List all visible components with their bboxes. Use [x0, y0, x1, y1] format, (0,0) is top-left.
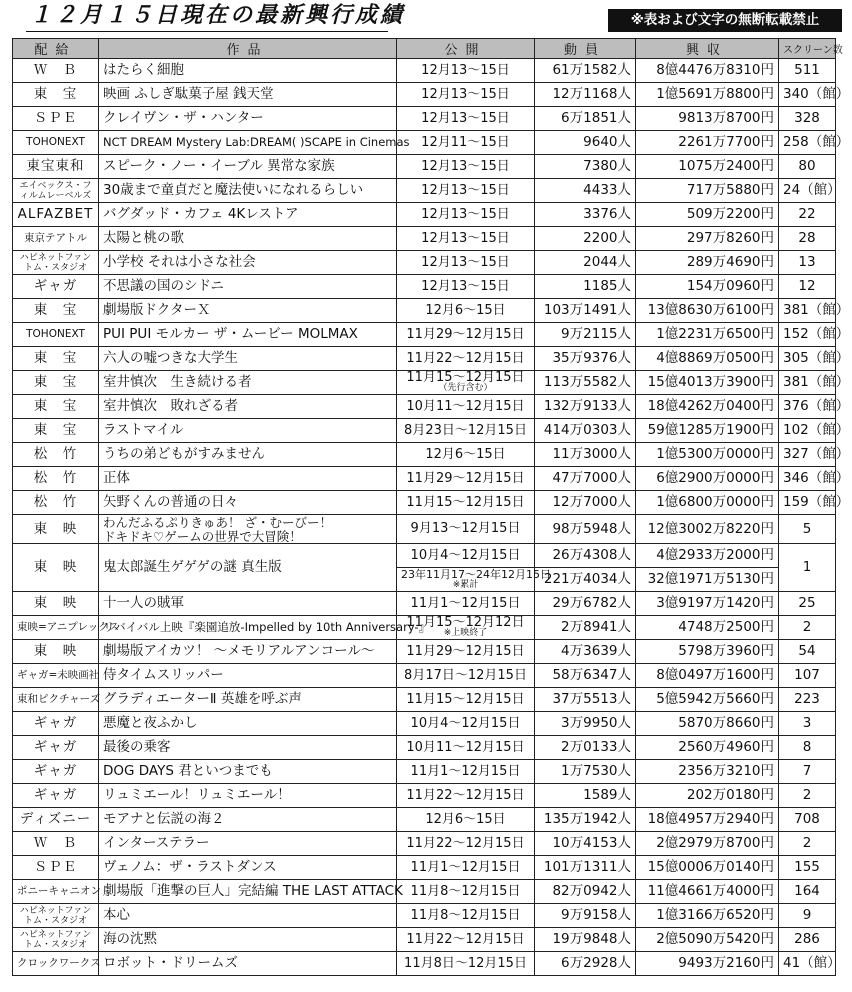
table-row	[13, 688, 836, 712]
distributor-cell: TOHONEXT	[13, 323, 99, 347]
table-row	[13, 299, 836, 323]
revenue-cell: 202万0180円	[636, 784, 779, 808]
screens-cell: 12	[779, 275, 836, 299]
revenue-cell: 2356万3210円	[636, 760, 779, 784]
table-row	[13, 107, 836, 131]
table-row	[13, 664, 836, 688]
attendance-cell: 2044人	[535, 251, 636, 275]
distributor-cell: Ｗ Ｂ	[13, 832, 99, 856]
attendance-cell: 414万0303人	[535, 419, 636, 443]
screens-cell: 80	[779, 155, 836, 179]
table-row	[13, 592, 836, 616]
distributor-cell: 東 宝	[13, 299, 99, 323]
table-row	[13, 251, 836, 275]
attendance-cell: 1万7530人	[535, 760, 636, 784]
screens-cell: 305（館）	[779, 347, 836, 371]
revenue-cell: 1075万2400円	[636, 155, 779, 179]
title-cell: 本心	[99, 904, 397, 928]
title-cell: DOG DAYS 君といつまでも	[99, 760, 397, 784]
table-row	[13, 760, 836, 784]
revenue-cell: 297万8260円	[636, 227, 779, 251]
attendance-cell: 37万5513人	[535, 688, 636, 712]
header-screens: スクリーン数	[779, 39, 836, 59]
distributor-cell: ＳＰＥ	[13, 856, 99, 880]
screens-cell: 381（館）	[779, 299, 836, 323]
title-cell: リバイバル上映『楽園追放-Impelled by 10th Anniversary-』	[99, 616, 397, 640]
attendance-cell: 9万2115人	[535, 323, 636, 347]
table-row	[13, 784, 836, 808]
title-cell: ロボット・ドリームズ	[99, 952, 397, 976]
screens-cell: 102（館）	[779, 419, 836, 443]
title-cell: バグダッド・カフェ 4Kレストア	[99, 203, 397, 227]
distributor-cell: 東 映	[13, 544, 99, 592]
title-cell: 侍タイムスリッパー	[99, 664, 397, 688]
release-cell: 12月13〜15日	[397, 155, 535, 179]
release-cell: 12月13〜15日	[397, 83, 535, 107]
title-cell: クレイヴン・ザ・ハンター	[99, 107, 397, 131]
box-office-table	[12, 38, 850, 976]
table-row	[13, 443, 836, 467]
attendance-cell: 2万8941人	[535, 616, 636, 640]
screens-cell: 340（館）	[779, 83, 836, 107]
screens-cell: 107	[779, 664, 836, 688]
table-row	[13, 712, 836, 736]
screens-cell: 22	[779, 203, 836, 227]
release-cell: 12月13〜15日	[397, 275, 535, 299]
attendance-cell: 2万0133人	[535, 736, 636, 760]
screens-cell: 327（館）	[779, 443, 836, 467]
table-row	[13, 880, 836, 904]
attendance-cell: 113万5582人	[535, 371, 636, 395]
revenue-cell: 8億0497万1600円	[636, 664, 779, 688]
table-row	[13, 952, 836, 976]
title-cell: 劇場版「進撃の巨人」完結編 THE LAST ATTACK	[99, 880, 397, 904]
release-cell: 10月11〜12月15日	[397, 736, 535, 760]
distributor-cell: 東 映	[13, 640, 99, 664]
screens-cell: 376（館）	[779, 395, 836, 419]
distributor-cell: 東 宝	[13, 419, 99, 443]
release-cell: 11月15〜12月15日	[397, 688, 535, 712]
title-underline	[26, 31, 388, 32]
screens-cell: 1	[779, 544, 836, 592]
release-cell: 11月29〜12月15日	[397, 640, 535, 664]
screens-cell: 25	[779, 592, 836, 616]
attendance-cell: 7380人	[535, 155, 636, 179]
note-text: （先行含む）	[438, 383, 493, 393]
header-distributor: 配給	[13, 39, 99, 59]
table-row	[13, 83, 836, 107]
release-cell: 10月4〜12月15日	[397, 544, 535, 568]
distributor-cell: ギャガ	[13, 760, 99, 784]
release-cell: 12月6〜15日	[397, 299, 535, 323]
revenue-cell: 509万2200円	[636, 203, 779, 227]
distributor-cell: 東 映	[13, 592, 99, 616]
distributor-cell: TOHONEXT	[13, 131, 99, 155]
table-row	[13, 371, 836, 395]
screens-cell: 155	[779, 856, 836, 880]
distributor-cell: 東 宝	[13, 347, 99, 371]
release-cell: 11月22〜12月15日	[397, 784, 535, 808]
screens-cell: 54	[779, 640, 836, 664]
revenue-cell: 717万5880円	[636, 179, 779, 203]
revenue-cell: 59億1285万1900円	[636, 419, 779, 443]
revenue-cell: 4748万2500円	[636, 616, 779, 640]
release-cell: 10月11〜12月15日	[397, 395, 535, 419]
revenue-cell: 32億1971万5130円	[636, 568, 779, 592]
title-cell: 映画 ふしぎ駄菓子屋 銭天堂	[99, 83, 397, 107]
screens-cell: 3	[779, 712, 836, 736]
revenue-cell: 154万0960円	[636, 275, 779, 299]
title-cell: 六人の嘘つきな大学生	[99, 347, 397, 371]
table-row	[13, 904, 836, 928]
screens-cell: 5	[779, 515, 836, 544]
title-cell: 小学校 それは小さな社会	[99, 251, 397, 275]
revenue-cell: 15億4013万3900円	[636, 371, 779, 395]
distributor-cell: 東京テアトル	[13, 227, 99, 251]
revenue-cell: 9493万2160円	[636, 952, 779, 976]
revenue-cell: 11億4661万4000円	[636, 880, 779, 904]
release-cell: 12月13〜15日	[397, 227, 535, 251]
distributor-cell: 松 竹	[13, 467, 99, 491]
revenue-cell: 1億3166万6520円	[636, 904, 779, 928]
screens-cell: 381（館）	[779, 371, 836, 395]
attendance-cell: 11万3000人	[535, 443, 636, 467]
attendance-cell: 2200人	[535, 227, 636, 251]
release-cell: 12月13〜15日	[397, 107, 535, 131]
screens-cell: 152（館）	[779, 323, 836, 347]
title-cell: 十一人の賊軍	[99, 592, 397, 616]
revenue-cell: 4億8869万0500円	[636, 347, 779, 371]
revenue-cell: 6億2900万0000円	[636, 467, 779, 491]
attendance-cell: 98万5948人	[535, 515, 636, 544]
table-row	[13, 131, 836, 155]
title-cell: 鬼太郎誕生ゲゲゲの謎 真生版	[99, 544, 397, 592]
distributor-cell: 東 映	[13, 515, 99, 544]
title-cell: 室井慎次 生き続ける者	[99, 371, 397, 395]
release-cell: 8月17日〜12月15日	[397, 664, 535, 688]
revenue-cell: 13億8630万6100円	[636, 299, 779, 323]
release-cell: 12月6〜15日	[397, 443, 535, 467]
table-row	[13, 928, 836, 952]
release-cell: 23年11月17〜24年12月15日 ※累計	[397, 568, 535, 592]
release-cell: 12月13〜15日	[397, 251, 535, 275]
title-cell: スピーク・ノー・イーブル 異常な家族	[99, 155, 397, 179]
release-cell: 11月1〜12月15日	[397, 760, 535, 784]
distributor-cell: 東 宝	[13, 395, 99, 419]
screens-cell: 511	[779, 59, 836, 83]
attendance-cell: 9640人	[535, 131, 636, 155]
table-row	[13, 544, 836, 568]
title-cell: インターステラー	[99, 832, 397, 856]
title-cell: 海の沈黙	[99, 928, 397, 952]
attendance-cell: 26万4308人	[535, 544, 636, 568]
header-title: 作品	[99, 39, 397, 59]
screens-cell: 9	[779, 904, 836, 928]
title-cell: うちの弟どもがすみません	[99, 443, 397, 467]
table-row	[13, 155, 836, 179]
attendance-cell: 1589人	[535, 784, 636, 808]
screens-cell: 2	[779, 616, 836, 640]
header-attendance: 動員	[535, 39, 636, 59]
screens-cell: 8	[779, 736, 836, 760]
table-row	[13, 832, 836, 856]
table-header-row	[13, 39, 836, 59]
attendance-cell: 9万9158人	[535, 904, 636, 928]
attendance-cell: 82万0942人	[535, 880, 636, 904]
release-cell: 11月1〜12月15日	[397, 592, 535, 616]
screens-cell: 24（館）	[779, 179, 836, 203]
release-cell: 11月22〜12月15日	[397, 832, 535, 856]
header-release: 公開	[397, 39, 535, 59]
screens-cell: 346（館）	[779, 467, 836, 491]
distributor-cell: 松 竹	[13, 491, 99, 515]
screens-cell: 286	[779, 928, 836, 952]
table-row	[13, 179, 836, 203]
release-cell: 10月4〜12月15日	[397, 712, 535, 736]
title-cell: 劇場版アイカツ！ 〜メモリアルアンコール〜	[99, 640, 397, 664]
title-cell: 不思議の国のシドニ	[99, 275, 397, 299]
attendance-cell: 12万7000人	[535, 491, 636, 515]
attendance-cell: 3万9950人	[535, 712, 636, 736]
revenue-cell: 15億0006万0140円	[636, 856, 779, 880]
distributor-cell: 東映=アニプレックス	[13, 616, 99, 640]
copyright-notice: ※表および文字の無断転載禁止	[608, 9, 842, 32]
revenue-cell: 8億4476万8310円	[636, 59, 779, 83]
table-row	[13, 419, 836, 443]
screens-cell: 159（館）	[779, 491, 836, 515]
distributor-cell: ハピネットファントム・スタジオ	[13, 928, 99, 952]
release-cell: 12月13〜15日	[397, 59, 535, 83]
screens-cell: 708	[779, 808, 836, 832]
table-row	[13, 467, 836, 491]
attendance-cell: 1185人	[535, 275, 636, 299]
release-cell: 11月15〜12月12日 ※上映終了	[397, 616, 535, 640]
attendance-cell: 6万1851人	[535, 107, 636, 131]
distributor-cell: Ｗ Ｂ	[13, 59, 99, 83]
screens-cell: 2	[779, 832, 836, 856]
distributor-cell: ＳＰＥ	[13, 107, 99, 131]
table-row	[13, 323, 836, 347]
release-cell: 11月8〜12月15日	[397, 904, 535, 928]
screens-cell: 223	[779, 688, 836, 712]
release-cell: 12月13〜15日	[397, 203, 535, 227]
release-cell: 11月22〜12月15日	[397, 347, 535, 371]
distributor-cell: ハピネットファントム・スタジオ	[13, 904, 99, 928]
revenue-cell: 5億5942万5660円	[636, 688, 779, 712]
page-title: １２月１５日現在の最新興行成績	[30, 3, 406, 28]
distributor-cell: 東 宝	[13, 371, 99, 395]
title-cell: NCT DREAM Mystery Lab:DREAM( )SCAPE in Cinemas	[99, 131, 397, 155]
table-row	[13, 491, 836, 515]
title-cell: リュミエール！リュミエール！	[99, 784, 397, 808]
screens-cell: 2	[779, 784, 836, 808]
title-cell: 矢野くんの普通の日々	[99, 491, 397, 515]
revenue-cell: 2560万4960円	[636, 736, 779, 760]
release-cell: 11月1〜12月15日	[397, 856, 535, 880]
distributor-cell: クロックワークス	[13, 952, 99, 976]
header-revenue: 興収	[636, 39, 779, 59]
note-text: ※上映終了	[443, 628, 488, 638]
table-row	[13, 395, 836, 419]
revenue-cell: 289万4690円	[636, 251, 779, 275]
table-row	[13, 640, 836, 664]
table-row	[13, 515, 836, 544]
title-cell: 最後の乗客	[99, 736, 397, 760]
distributor-cell: 東宝東和	[13, 155, 99, 179]
distributor-cell: ギャガ	[13, 275, 99, 299]
title-cell: ヴェノム：ザ・ラストダンス	[99, 856, 397, 880]
screens-cell: 164	[779, 880, 836, 904]
title-cell: グラディエーターⅡ 英雄を呼ぶ声	[99, 688, 397, 712]
table-row	[13, 203, 836, 227]
attendance-cell: 12万1168人	[535, 83, 636, 107]
screens-cell: 13	[779, 251, 836, 275]
attendance-cell: 3376人	[535, 203, 636, 227]
attendance-cell: 135万1942人	[535, 808, 636, 832]
table-row	[13, 347, 836, 371]
title-cell: 30歳まで童貞だと魔法使いになれるらしい	[99, 179, 397, 203]
table-row	[13, 275, 836, 299]
revenue-cell: 2261万7700円	[636, 131, 779, 155]
title-cell: わんだふるぷりきゅあ！ ざ・むーびー！ ドキドキ♡ゲームの世界で大冒険！	[99, 515, 397, 544]
distributor-cell: ポニーキャニオン	[13, 880, 99, 904]
revenue-cell: 3億9197万1420円	[636, 592, 779, 616]
attendance-cell: 221万4034人	[535, 568, 636, 592]
distributor-cell: ギャガ	[13, 784, 99, 808]
note-text: ※累計	[452, 580, 479, 590]
title-cell: PUI PUI モルカー ザ・ムービー MOLMAX	[99, 323, 397, 347]
revenue-cell: 2億5090万5420円	[636, 928, 779, 952]
attendance-cell: 132万9133人	[535, 395, 636, 419]
distributor-cell: ギャガ	[13, 712, 99, 736]
release-cell: 11月22〜12月15日	[397, 928, 535, 952]
revenue-cell: 5870万8660円	[636, 712, 779, 736]
screens-cell: 41（館）	[779, 952, 836, 976]
title-second-line: ドキドキ♡ゲームの世界で大冒険！	[103, 529, 302, 544]
revenue-cell: 1億2231万6500円	[636, 323, 779, 347]
release-cell: 9月13〜12月15日	[397, 515, 535, 544]
title-cell: 劇場版ドクターＸ	[99, 299, 397, 323]
attendance-cell: 19万9848人	[535, 928, 636, 952]
release-cell: 12月13〜15日	[397, 179, 535, 203]
attendance-cell: 101万1311人	[535, 856, 636, 880]
release-cell: 12月6〜15日	[397, 808, 535, 832]
revenue-cell: 1億5300万0000円	[636, 443, 779, 467]
table-row	[13, 808, 836, 832]
distributor-cell: ギャガ=未映画社	[13, 664, 99, 688]
release-cell: 11月29〜12月15日	[397, 323, 535, 347]
screens-cell: 28	[779, 227, 836, 251]
title-cell: 悪魔と夜ふかし	[99, 712, 397, 736]
distributor-cell: ALFAZBET	[13, 203, 99, 227]
revenue-cell: 2億2979万8700円	[636, 832, 779, 856]
release-cell: 12月11〜15日	[397, 131, 535, 155]
revenue-cell: 18億4957万2940円	[636, 808, 779, 832]
attendance-cell: 35万9376人	[535, 347, 636, 371]
release-cell: 11月15〜12月15日 （先行含む）	[397, 371, 535, 395]
attendance-cell: 58万6347人	[535, 664, 636, 688]
table-row	[13, 616, 836, 640]
title-cell: モアナと伝説の海２	[99, 808, 397, 832]
attendance-cell: 61万1582人	[535, 59, 636, 83]
attendance-cell: 6万2928人	[535, 952, 636, 976]
release-cell: 11月8〜12月15日	[397, 880, 535, 904]
table-row	[13, 59, 836, 83]
distributor-cell: 東和ピクチャーズ	[13, 688, 99, 712]
revenue-cell: 5798万3960円	[636, 640, 779, 664]
distributor-cell: 東 宝	[13, 83, 99, 107]
revenue-cell: 4億2933万2000円	[636, 544, 779, 568]
title-cell: はたらく細胞	[99, 59, 397, 83]
title-cell: 太陽と桃の歌	[99, 227, 397, 251]
screens-cell: 258（館）	[779, 131, 836, 155]
attendance-cell: 10万4153人	[535, 832, 636, 856]
attendance-cell: 4433人	[535, 179, 636, 203]
revenue-cell: 1億5691万8800円	[636, 83, 779, 107]
table-row	[13, 856, 836, 880]
revenue-cell: 12億3002万8220円	[636, 515, 779, 544]
title-cell: ラストマイル	[99, 419, 397, 443]
attendance-cell: 4万3639人	[535, 640, 636, 664]
table-row	[13, 736, 836, 760]
distributor-cell: 松 竹	[13, 443, 99, 467]
title-cell: 正体	[99, 467, 397, 491]
distributor-cell: ギャガ	[13, 736, 99, 760]
screens-cell: 7	[779, 760, 836, 784]
table-body	[13, 59, 850, 976]
attendance-cell: 29万6782人	[535, 592, 636, 616]
revenue-cell: 18億4262万0400円	[636, 395, 779, 419]
revenue-cell: 1億6800万0000円	[636, 491, 779, 515]
release-cell: 11月8日〜12月15日	[397, 952, 535, 976]
distributor-cell: ディズニー	[13, 808, 99, 832]
distributor-cell: エイベックス・フィルムレーベルズ	[13, 179, 99, 203]
release-cell: 11月15〜12月15日	[397, 491, 535, 515]
attendance-cell: 47万7000人	[535, 467, 636, 491]
screens-cell: 328	[779, 107, 836, 131]
revenue-cell: 9813万8700円	[636, 107, 779, 131]
title-cell: 室井慎次 敗れざる者	[99, 395, 397, 419]
distributor-cell: ハピネットファントム・スタジオ	[13, 251, 99, 275]
attendance-cell: 103万1491人	[535, 299, 636, 323]
table-row	[13, 227, 836, 251]
release-cell: 8月23日〜12月15日	[397, 419, 535, 443]
release-cell: 11月29〜12月15日	[397, 467, 535, 491]
